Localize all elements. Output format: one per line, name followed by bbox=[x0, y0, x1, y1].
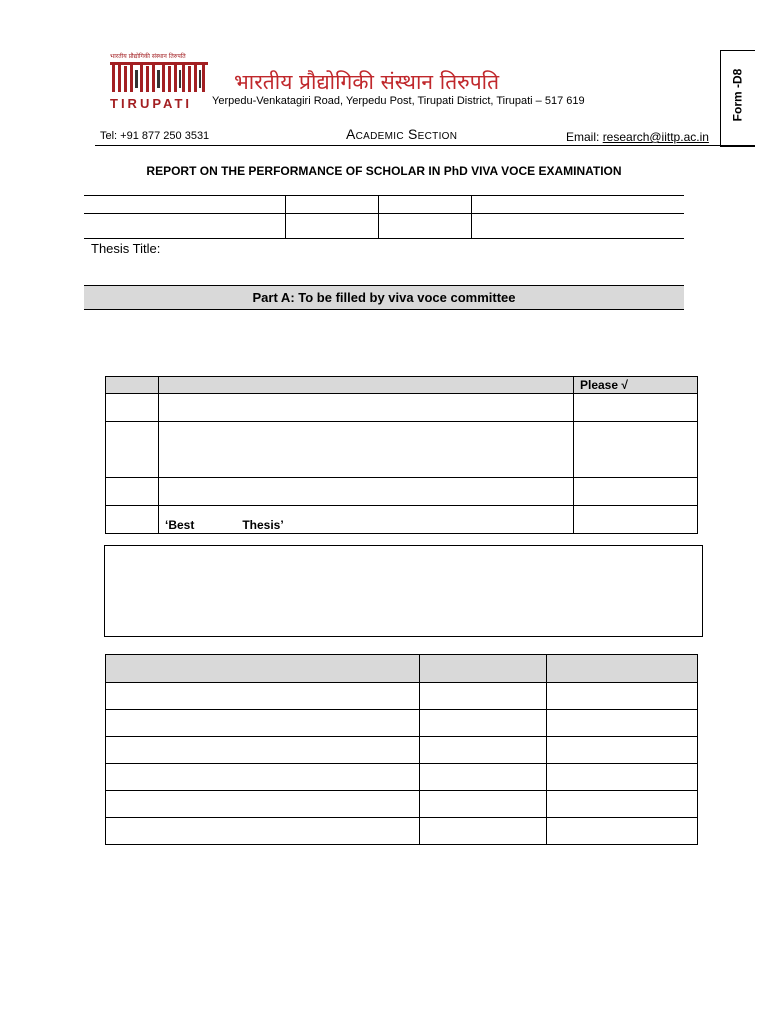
assessment-cell bbox=[106, 506, 159, 534]
committee-table bbox=[105, 654, 698, 845]
assessment-cell bbox=[159, 478, 574, 506]
header-divider bbox=[95, 145, 755, 146]
email-line bbox=[566, 130, 709, 144]
part-a-heading: Part A: To be filled by viva voce committee bbox=[84, 285, 684, 310]
tick-cell[interactable] bbox=[574, 506, 698, 534]
committee-cell[interactable] bbox=[106, 818, 420, 845]
form-id-label: Form -D8 bbox=[730, 68, 745, 122]
assessment-cell bbox=[159, 422, 574, 478]
best-thesis-right: Thesis’ bbox=[242, 518, 284, 532]
logo-hindi-text: भारतीय प्रौद्योगिकी संस्थान तिरुपति bbox=[110, 53, 186, 60]
committee-cell[interactable] bbox=[106, 764, 420, 791]
assessment-header-tick: Please √ bbox=[574, 377, 698, 394]
assessment-cell bbox=[106, 422, 159, 478]
info-cell[interactable] bbox=[286, 214, 379, 239]
assessment-cell bbox=[106, 394, 159, 422]
committee-header-cell bbox=[420, 655, 547, 683]
email-label: Email: bbox=[566, 130, 603, 144]
assessment-table bbox=[105, 376, 698, 534]
info-cell[interactable] bbox=[286, 196, 379, 214]
committee-cell[interactable] bbox=[106, 791, 420, 818]
committee-cell[interactable] bbox=[547, 683, 698, 710]
report-title: REPORT ON THE PERFORMANCE OF SCHOLAR IN PhD VIVA VOCE EXAMINATION bbox=[146, 164, 622, 178]
committee-header-cell bbox=[106, 655, 420, 683]
assessment-cell bbox=[159, 394, 574, 422]
best-thesis-cell bbox=[159, 506, 574, 534]
info-cell[interactable] bbox=[472, 196, 685, 214]
info-cell[interactable] bbox=[84, 214, 286, 239]
institute-name-hindi: भारतीय प्रौद्योगिकी संस्थान तिरुपति bbox=[234, 70, 500, 94]
committee-header-cell bbox=[547, 655, 698, 683]
tick-cell[interactable] bbox=[574, 422, 698, 478]
telephone: Tel: +91 877 250 3531 bbox=[100, 130, 210, 142]
assessment-header-item bbox=[159, 377, 574, 394]
info-cell[interactable] bbox=[84, 196, 286, 214]
assessment-header-no bbox=[106, 377, 159, 394]
tick-cell[interactable] bbox=[574, 478, 698, 506]
thesis-title-label: Thesis Title: bbox=[91, 241, 161, 256]
info-cell[interactable] bbox=[379, 196, 472, 214]
institute-address: Yerpedu-Venkatagiri Road, Yerpedu Post, Tirupati District, Tirupati – 517 619 bbox=[212, 95, 585, 107]
info-cell[interactable] bbox=[472, 214, 685, 239]
remarks-box[interactable] bbox=[104, 545, 703, 637]
committee-cell[interactable] bbox=[420, 737, 547, 764]
committee-cell[interactable] bbox=[547, 737, 698, 764]
committee-cell[interactable] bbox=[106, 683, 420, 710]
committee-cell[interactable] bbox=[106, 737, 420, 764]
committee-cell[interactable] bbox=[106, 710, 420, 737]
tick-cell[interactable] bbox=[574, 394, 698, 422]
committee-cell[interactable] bbox=[420, 683, 547, 710]
info-cell[interactable] bbox=[379, 214, 472, 239]
committee-cell[interactable] bbox=[420, 791, 547, 818]
section-title: Academic Section bbox=[346, 126, 458, 142]
email-link[interactable]: research@iittp.ac.in bbox=[602, 130, 709, 144]
committee-cell[interactable] bbox=[547, 791, 698, 818]
committee-cell[interactable] bbox=[547, 710, 698, 737]
assessment-cell bbox=[106, 478, 159, 506]
committee-cell[interactable] bbox=[420, 710, 547, 737]
scholar-info-table bbox=[84, 195, 684, 239]
committee-cell[interactable] bbox=[547, 764, 698, 791]
logo-wordmark: TIRUPATI bbox=[110, 96, 193, 111]
best-thesis-left: ‘Best bbox=[165, 518, 195, 532]
committee-cell[interactable] bbox=[547, 818, 698, 845]
committee-cell[interactable] bbox=[420, 818, 547, 845]
committee-cell[interactable] bbox=[420, 764, 547, 791]
